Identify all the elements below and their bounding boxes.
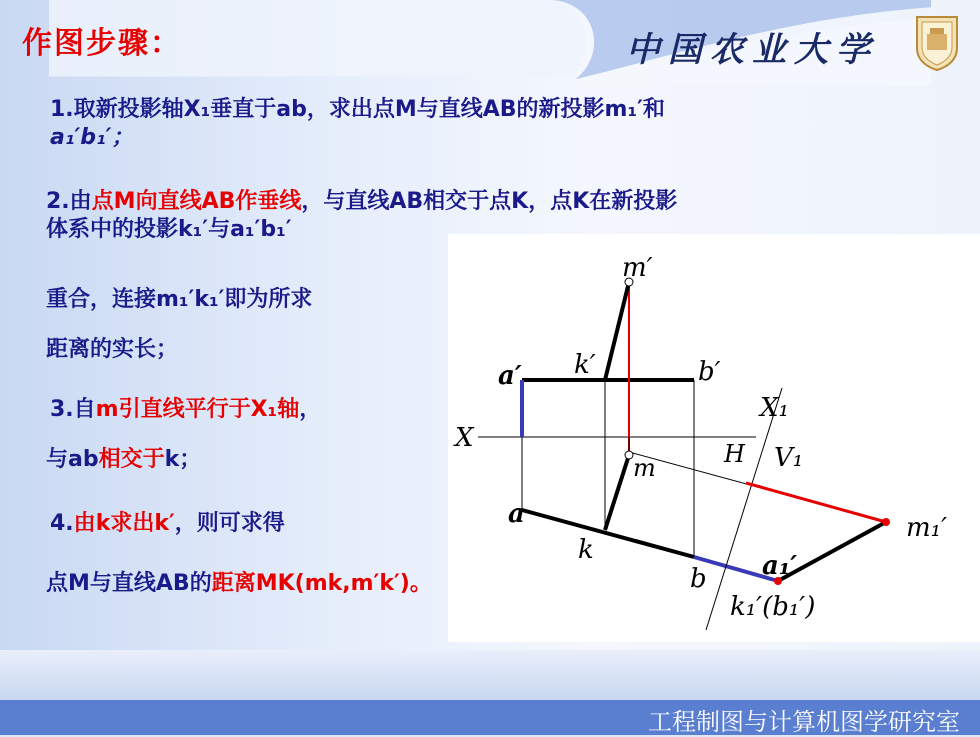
label-m: m <box>633 454 656 482</box>
page-title: 作图步骤： <box>22 26 182 61</box>
footer-text: 工程制图与计算机图学研究室 <box>648 708 960 736</box>
step-3-intersect: 相交于 <box>98 447 165 472</box>
label-b-prime: b′ <box>698 357 721 387</box>
label-k1-b1: k₁′(b₁′) <box>730 592 816 622</box>
step-2-line-4: 距离的实长； <box>46 337 179 362</box>
step-2-line-2: 体系中的投影k₁′与a₁′b₁′ <box>46 216 292 242</box>
label-x: X <box>455 423 474 453</box>
label-a1-prime: a₁′ <box>762 551 798 581</box>
step-4-number: 4. <box>50 511 74 536</box>
label-k-prime: k′ <box>574 350 596 380</box>
label-h: H <box>724 440 745 468</box>
step-3-prefix: 3.自 <box>50 397 96 422</box>
university-name: 中国农业大学 <box>626 30 878 70</box>
footer-bar <box>0 700 980 735</box>
step-2-prefix: 2.由 <box>46 189 92 214</box>
step-4-kprime: k′ <box>154 511 175 536</box>
label-v1: V₁ <box>774 443 804 473</box>
label-b: b <box>690 564 707 594</box>
step-4-find: 求出 <box>110 511 155 536</box>
step-3-ab: 与ab <box>46 447 99 472</box>
label-a: a <box>508 499 525 529</box>
step-4-point-line: 点M与直线AB的 <box>46 571 212 596</box>
step-1-line-1: 1.取新投影轴X₁垂直于ab，求出点M与直线AB的新投影m₁′和 <box>50 97 665 122</box>
label-a-prime: a′ <box>498 361 522 391</box>
label-m-prime: m′ <box>622 253 653 283</box>
step-2-line-3: 重合，连接m₁′k₁′即为所求 <box>46 287 313 312</box>
point-m <box>625 451 633 459</box>
step-4-rest: ，则可求得 <box>174 511 285 536</box>
point-m1-prime <box>882 518 890 526</box>
step-1-line-2: a₁′b₁′； <box>50 124 134 150</box>
step-4-from: 由 <box>73 511 96 536</box>
segment-red-to-m1 <box>746 483 886 522</box>
step-4-paren: (mk,m′k′)。 <box>294 571 432 596</box>
step-2-rest: ，与直线AB相交于点K，点K在新投影 <box>301 189 678 214</box>
step-4-k: k <box>95 511 111 536</box>
step-3-comma: ， <box>299 397 322 422</box>
line-mk <box>605 455 629 530</box>
label-m1-prime: m₁′ <box>906 513 947 543</box>
footer-band-light <box>0 650 980 700</box>
label-k: k <box>578 535 594 565</box>
step-4-distance: 距离MK <box>211 571 295 596</box>
step-3-k: k； <box>164 447 202 472</box>
step-2-highlight: 点M向直线AB作垂线 <box>91 189 302 214</box>
label-x1: X₁ <box>760 393 789 423</box>
step-3-highlight: m引直线平行于X₁轴 <box>95 397 300 422</box>
line-m-prime-k-prime <box>605 282 629 380</box>
